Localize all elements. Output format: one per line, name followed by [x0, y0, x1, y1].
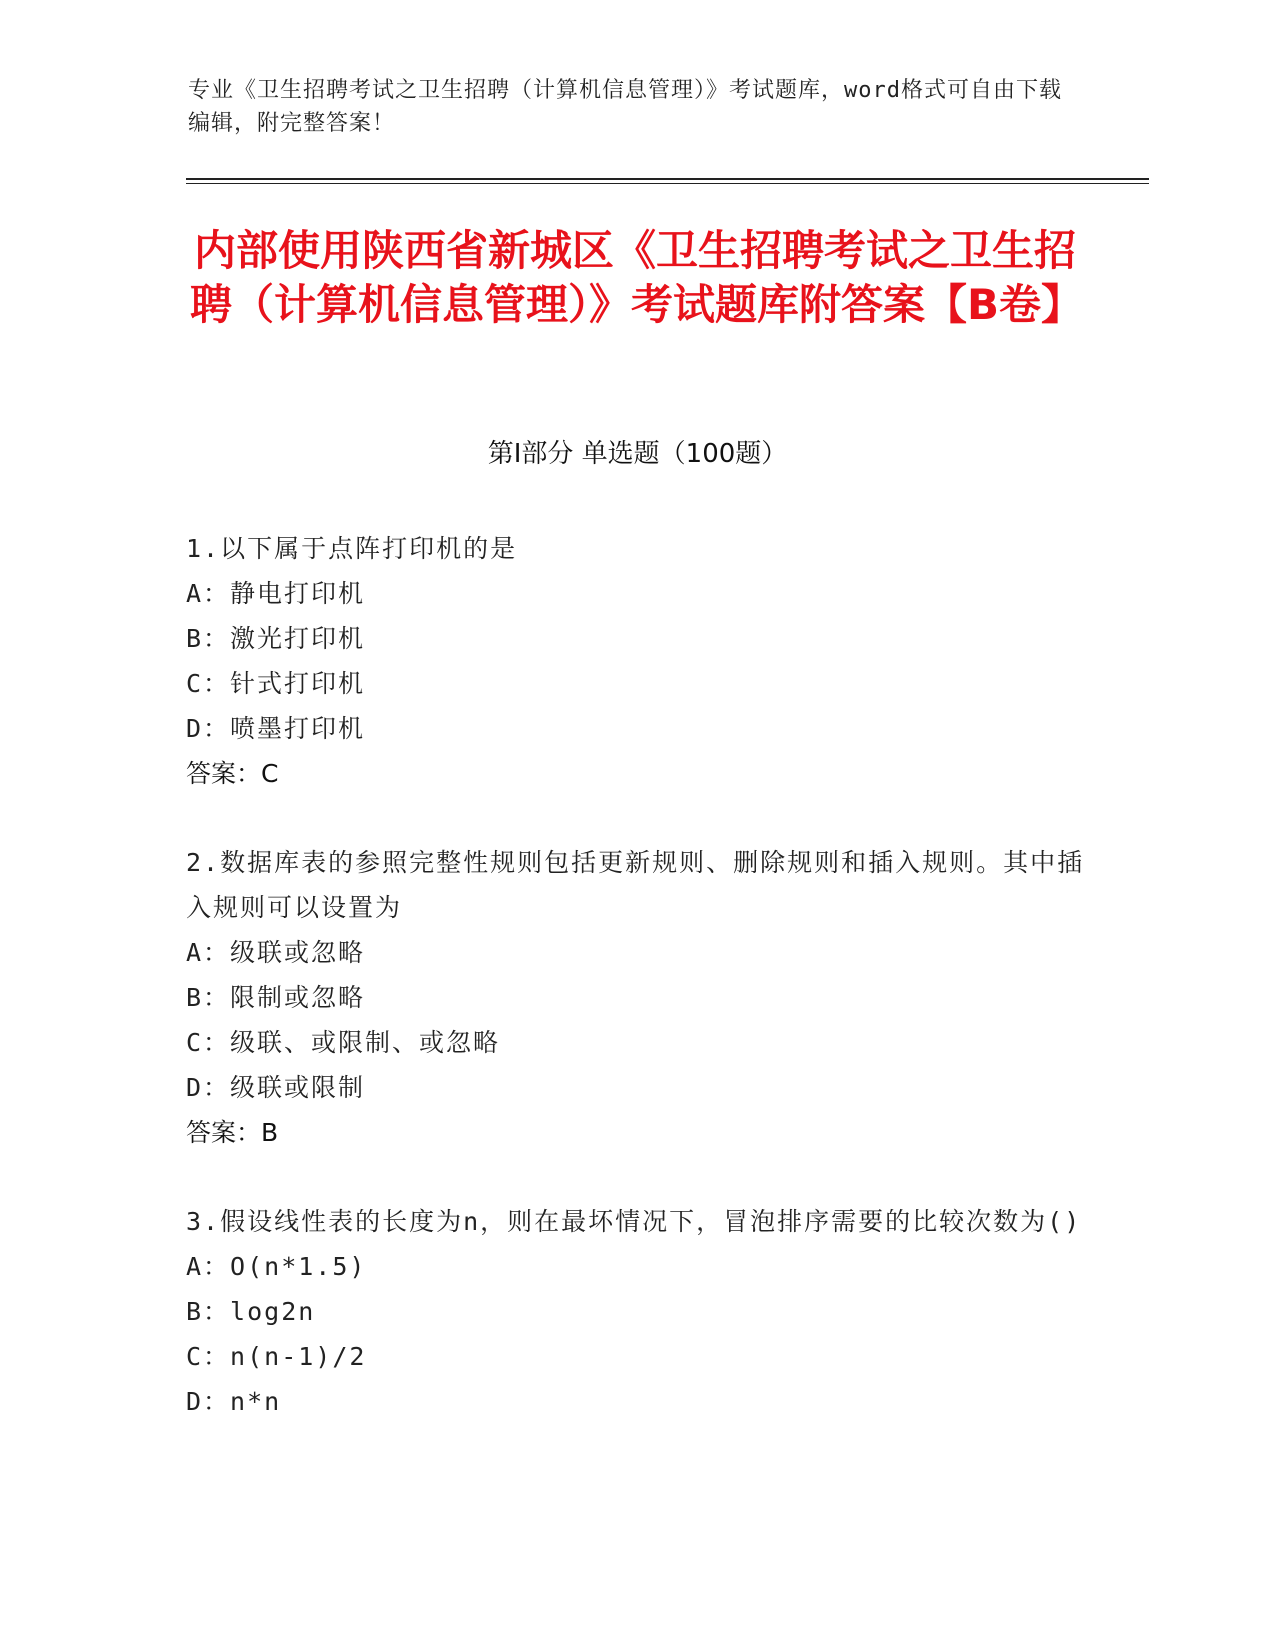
question-2: [186, 840, 1086, 1155]
option-b: B：限制或忽略: [186, 983, 366, 1012]
question-stem: 3.假设线性表的长度为n，则在最坏情况下，冒泡排序需要的比较次数为(): [186, 1207, 1082, 1236]
option-d: D：n*n: [186, 1387, 282, 1416]
option-c: C：针式打印机: [186, 669, 366, 698]
option-c: C：n(n-1)/2: [186, 1342, 367, 1371]
option-a: A：静电打印机: [186, 579, 366, 608]
question-3: [186, 1199, 1086, 1424]
option-b: B：log2n: [186, 1297, 316, 1326]
header-divider-thin: [186, 183, 1149, 184]
question-1: [186, 526, 1086, 796]
option-a: A：级联或忽略: [186, 938, 366, 967]
header-note: 专业《卫生招聘考试之卫生招聘（计算机信息管理）》考试题库，word格式可自由下载编辑，附完整答案！: [188, 78, 1062, 136]
header-divider-thick: [186, 178, 1149, 180]
option-b: B：激光打印机: [186, 624, 366, 653]
option-a: A：O(n*1.5): [186, 1252, 367, 1281]
section-heading: 第I部分 单选题（100题）: [487, 439, 788, 469]
document-title: 内部使用陕西省新城区《卫生招聘考试之卫生招聘（计算机信息管理）》考试题库附答案【B卷】: [190, 226, 1084, 329]
answer-line: 答案：B: [186, 1118, 279, 1147]
option-d: D：喷墨打印机: [186, 714, 366, 743]
answer-line: 答案：C: [186, 759, 279, 788]
option-d: D：级联或限制: [186, 1073, 366, 1102]
option-c: C：级联、或限制、或忽略: [186, 1028, 501, 1057]
question-stem: 2.数据库表的参照完整性规则包括更新规则、删除规则和插入规则。其中插入规则可以设置为: [186, 848, 1085, 922]
question-stem: 1.以下属于点阵打印机的是: [186, 534, 518, 563]
question-list: [186, 526, 1086, 1468]
